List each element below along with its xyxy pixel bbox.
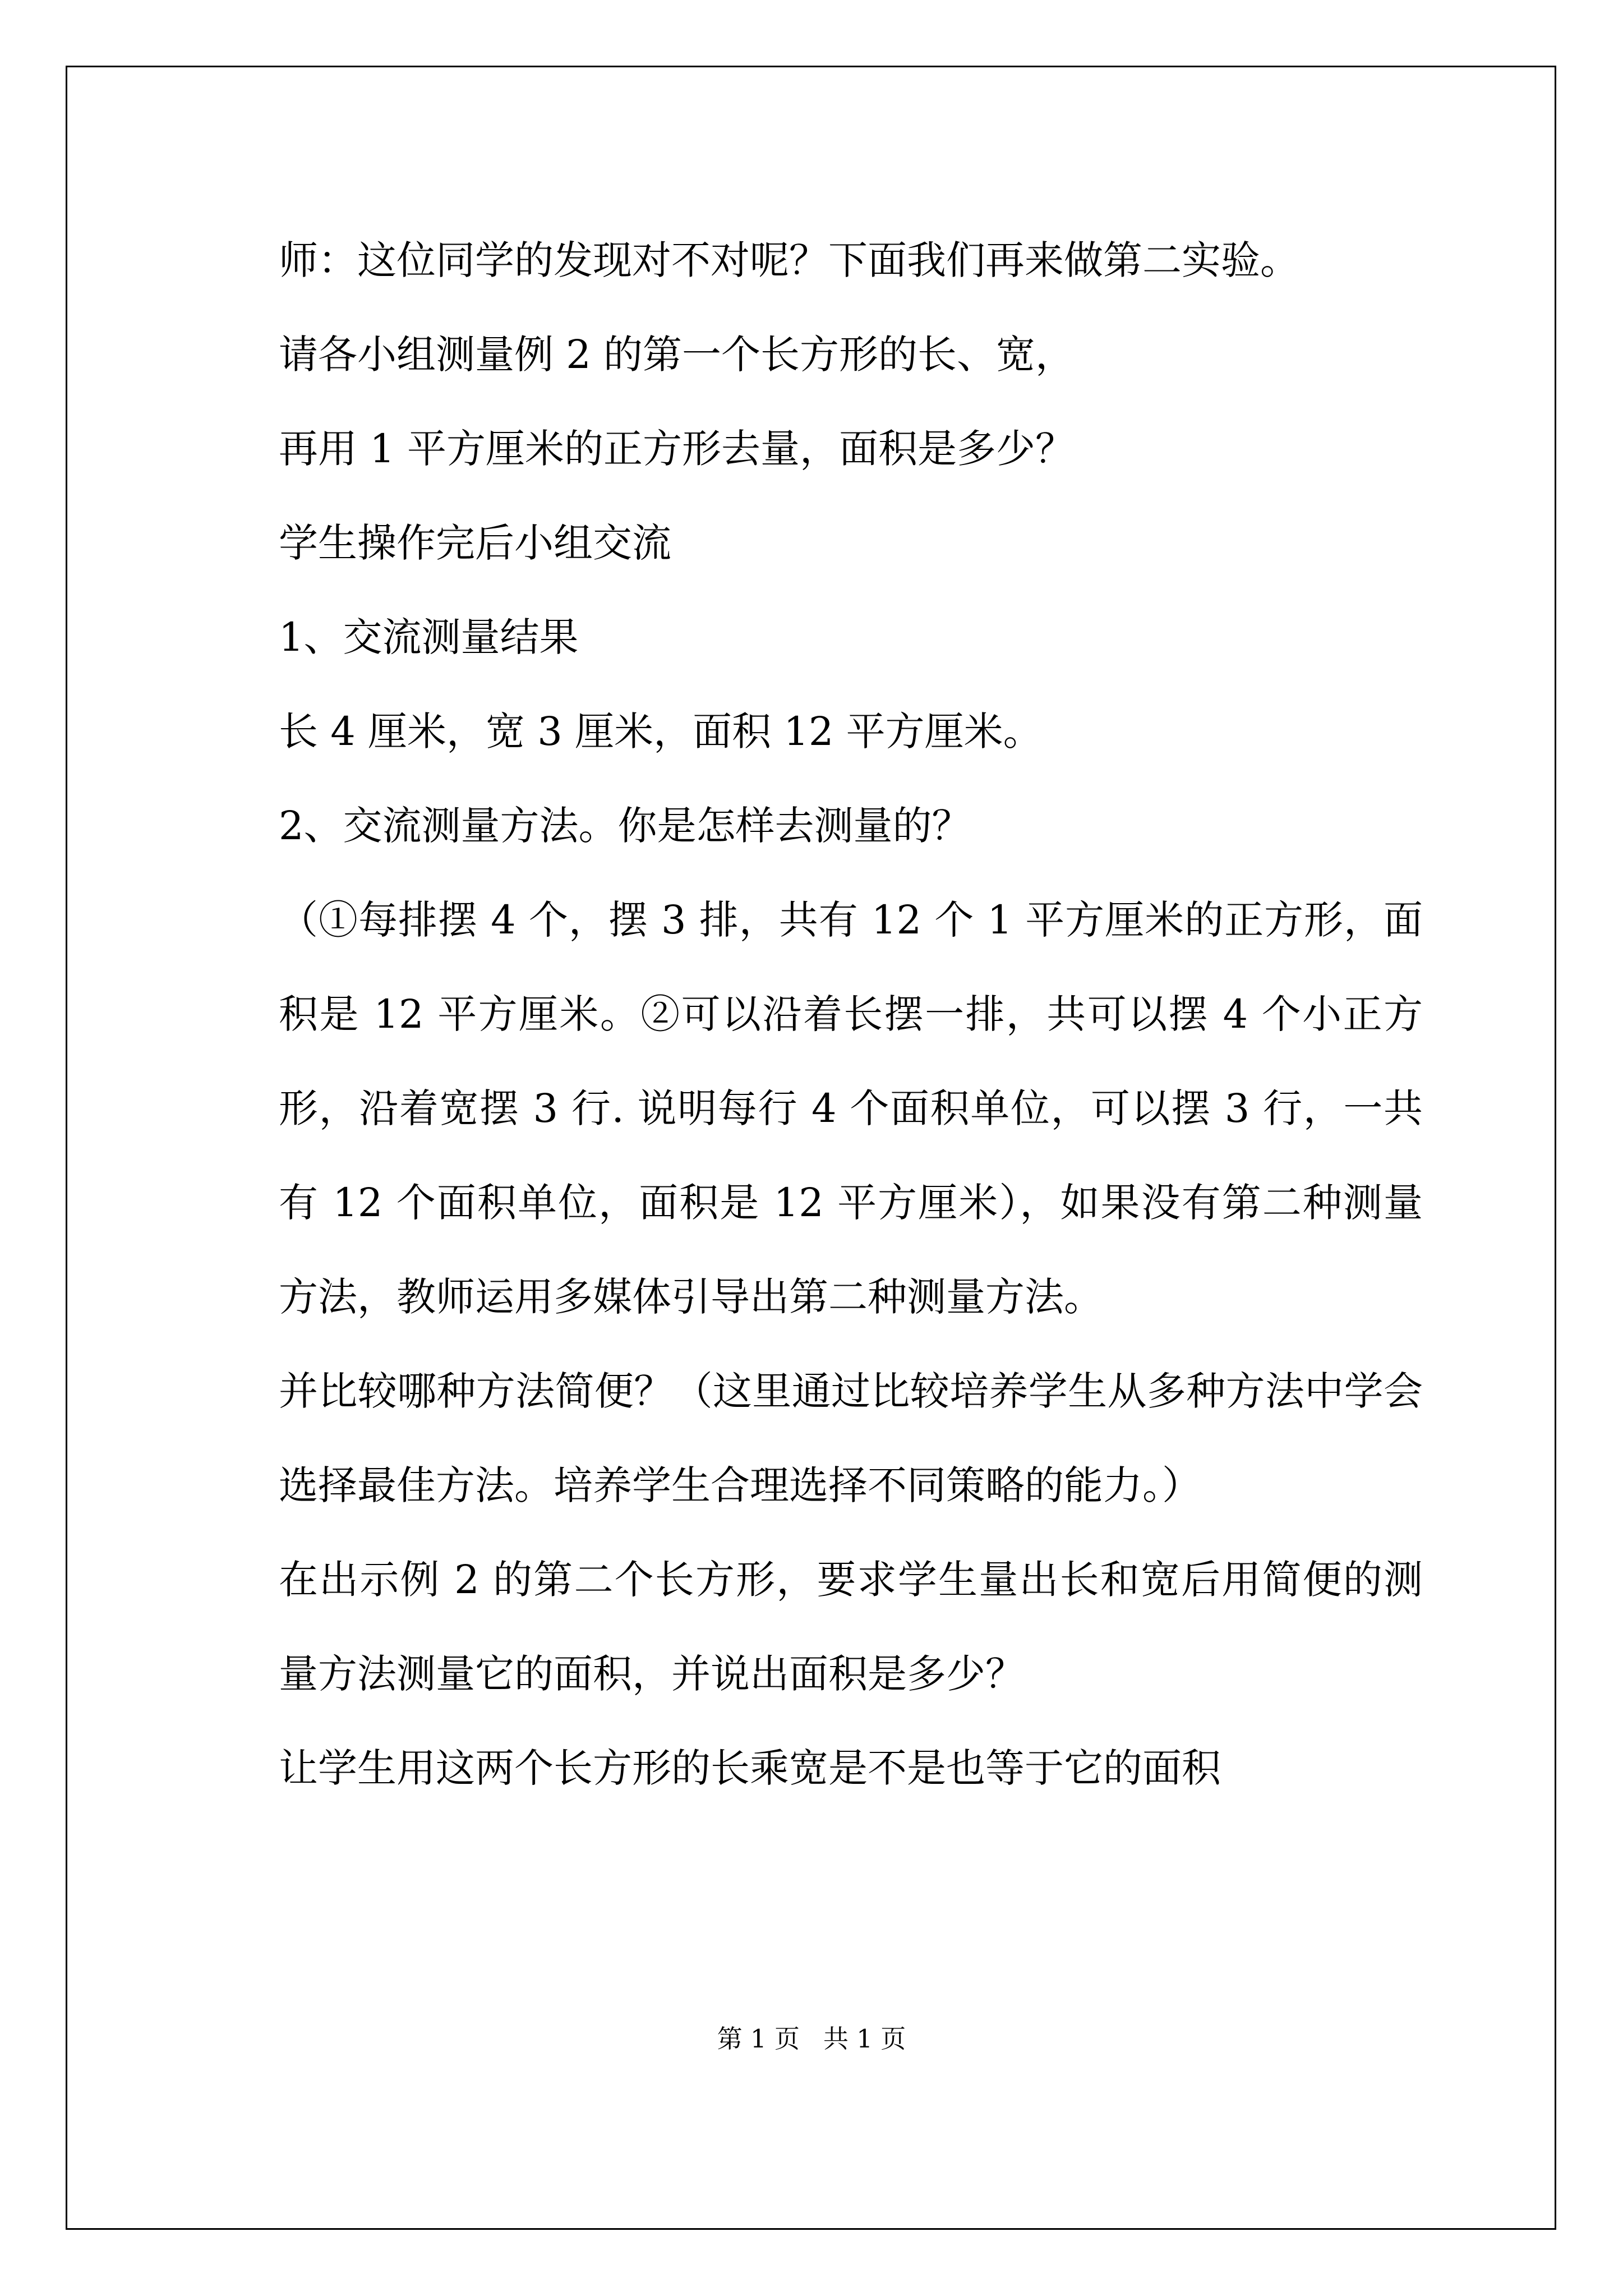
paragraph: （①每排摆 4 个，摆 3 排，共有 12 个 1 平方厘米的正方形，面积是 12 平方厘米。②可以沿着长摆一排，共可以摆 4 个小正方形，沿着宽摆 3 行. 说明每行 4 个面积单位，可以摆 3 行，一共有 12 个面积单位，面积是 12 平方厘米），如果没有第二种测量方法，教师运用多媒体引导出第二种测量方法。 [279, 897, 1423, 1320]
paragraph: 学生操作完后小组交流 [279, 520, 671, 566]
paragraph: 让学生用这两个长方形的长乘宽是不是也等于它的面积 [279, 1745, 1221, 1791]
page-number-total: 共 1 页 [823, 2024, 906, 2054]
paragraph: 请各小组测量例 2 的第一个长方形的长、宽， [279, 332, 1075, 378]
paragraph: 1、交流测量结果 [279, 614, 579, 660]
paragraph: 师：这位同学的发现对不对呢？下面我们再来做第二实验。 [279, 237, 1299, 283]
page-footer [0, 2022, 1623, 2056]
paragraph: 再用 1 平方厘米的正方形去量，面积是多少？ [279, 426, 1075, 472]
page-number-current: 第 1 页 [717, 2024, 800, 2054]
paragraph: 在出示例 2 的第二个长方形，要求学生量出长和宽后用简便的测量方法测量它的面积，并说出面积是多少？ [279, 1557, 1423, 1697]
paragraph: 2、交流测量方法。你是怎样去测量的？ [279, 803, 971, 849]
paragraph: 长 4 厘米，宽 3 厘米，面积 12 平方厘米。 [279, 708, 1043, 754]
document-body [199, 213, 1423, 1815]
paragraph: 并比较哪种方法简便？（这里通过比较培养学生从多种方法中学会选择最佳方法。培养学生合理选择不同策略的能力。） [279, 1368, 1423, 1508]
